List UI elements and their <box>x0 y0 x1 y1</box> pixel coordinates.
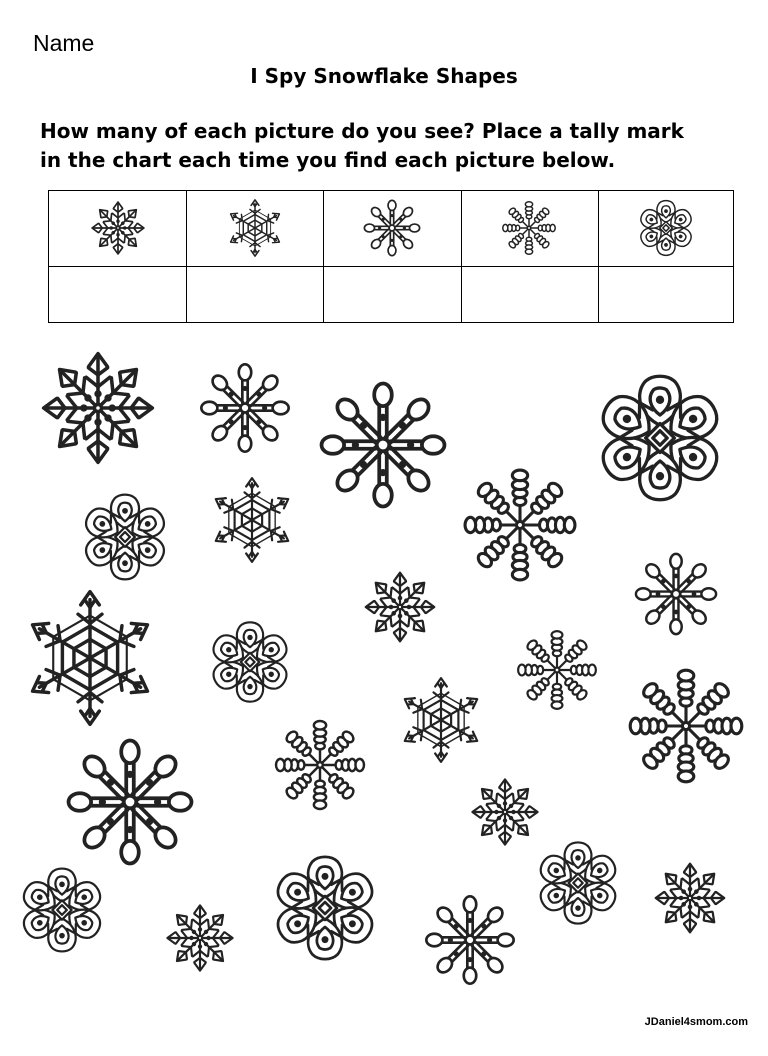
name-label: Name <box>33 30 95 56</box>
bulb-snowflake-icon <box>314 376 452 514</box>
tally-cell[interactable] <box>461 267 598 323</box>
web-snowflake-icon <box>395 674 487 766</box>
bead-snowflake-icon <box>498 197 560 259</box>
branch-snowflake-icon <box>649 857 731 939</box>
bead-snowflake-icon <box>455 460 585 590</box>
tally-cell[interactable] <box>186 267 323 323</box>
tally-cell[interactable] <box>323 267 460 323</box>
ornate-snowflake-icon <box>15 863 109 957</box>
bulb-snowflake-icon <box>61 733 199 871</box>
bulb-snowflake-icon <box>631 549 721 639</box>
instructions <box>40 117 740 175</box>
web-snowflake-icon <box>17 585 163 731</box>
instructions-line-2: in the chart each time you find each picture below. <box>40 148 616 172</box>
bulb-snowflake-icon <box>361 197 423 259</box>
ornate-snowflake-icon <box>590 368 730 508</box>
tally-cell[interactable] <box>49 267 186 323</box>
ornate-snowflake-icon <box>635 197 697 259</box>
ornate-snowflake-icon <box>205 617 295 707</box>
tally-cell[interactable] <box>598 267 735 323</box>
bead-snowflake-icon <box>620 660 752 792</box>
instructions-line-1: How many of each picture do you see? Place a tally mark <box>40 119 684 143</box>
branch-snowflake-icon <box>359 566 441 648</box>
bulb-snowflake-icon <box>196 359 294 457</box>
bulb-snowflake-icon <box>421 891 519 989</box>
credit-text: JDaniel4smom.com <box>644 1016 748 1028</box>
ornate-snowflake-icon <box>532 837 624 929</box>
tally-chart <box>48 190 734 323</box>
ornate-snowflake-icon <box>77 489 173 585</box>
web-snowflake-icon <box>206 474 298 566</box>
page-title: I Spy Snowflake Shapes <box>250 64 518 88</box>
bead-snowflake-icon <box>511 624 603 716</box>
ornate-snowflake-icon <box>267 850 383 966</box>
bead-snowflake-icon <box>268 713 372 817</box>
branch-snowflake-icon <box>33 343 163 473</box>
web-snowflake-icon <box>224 197 286 259</box>
branch-snowflake-icon <box>161 899 239 977</box>
branch-snowflake-icon <box>87 197 149 259</box>
